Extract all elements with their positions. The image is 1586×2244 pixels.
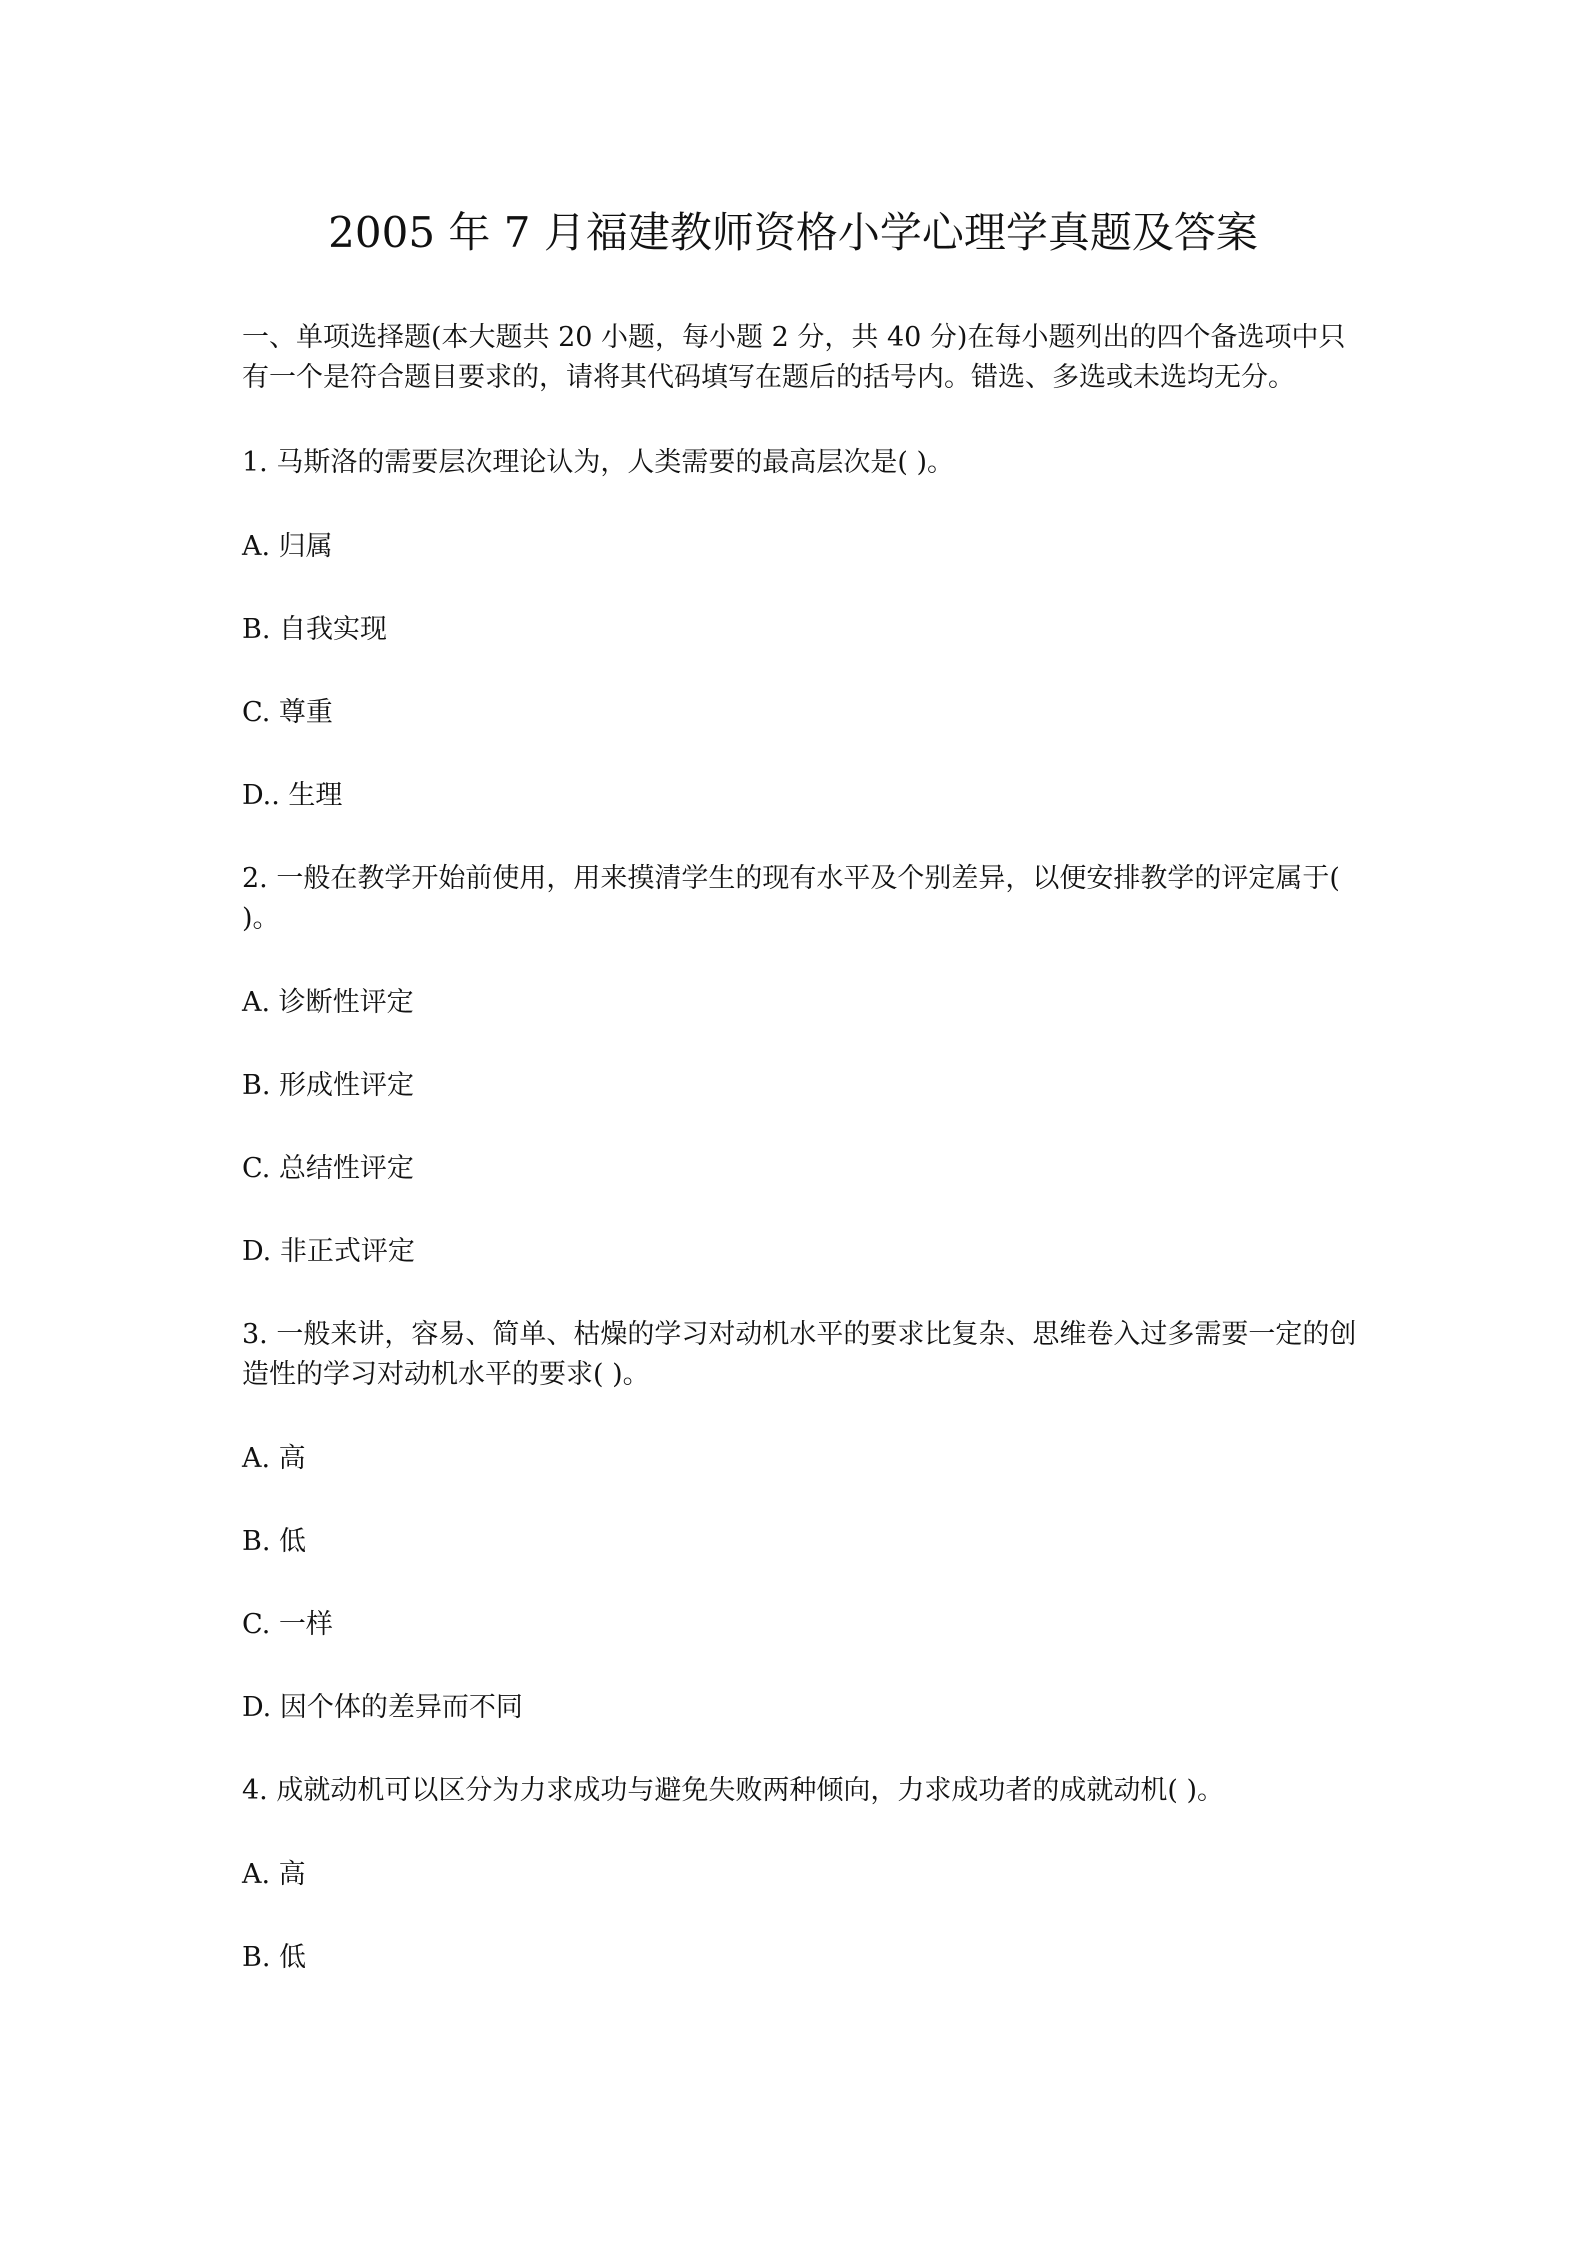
question-stem: 3. 一般来讲，容易、简单、枯燥的学习对动机水平的要求比复杂、思维卷入过多需要一定的创造性的学习对动机水平的要求( )。 [242, 1319, 1357, 1390]
answer-option: C. 一样 [242, 1609, 333, 1640]
answer-option: C. 总结性评定 [242, 1153, 414, 1184]
section-instructions: 一、单项选择题(本大题共 20 小题，每小题 2 分，共 40 分)在每小题列出的四个备选项中只有一个是符合题目要求的，请将其代码填写在题后的括号内。错选、多选或未选均无分。 [242, 322, 1346, 393]
answer-option: D. 非正式评定 [242, 1236, 415, 1267]
answer-option: A. 高 [242, 1443, 306, 1474]
answer-option: A. 归属 [242, 531, 333, 562]
answer-option: D. 因个体的差异而不同 [242, 1692, 523, 1723]
question-stem: 4. 成就动机可以区分为力求成功与避免失败两种倾向，力求成功者的成就动机( )。 [242, 1775, 1224, 1806]
answer-option: C. 尊重 [242, 697, 333, 728]
answer-option: B. 低 [242, 1526, 307, 1557]
answer-option: A. 诊断性评定 [242, 987, 414, 1018]
answer-option: B. 低 [242, 1942, 307, 1973]
question-stem: 2. 一般在教学开始前使用，用来摸清学生的现有水平及个别差异，以便安排教学的评定属于( )。 [242, 863, 1340, 934]
answer-option: A. 高 [242, 1859, 306, 1890]
answer-option: B. 自我实现 [242, 614, 388, 645]
question-stem: 1. 马斯洛的需要层次理论认为，人类需要的最高层次是( )。 [242, 447, 954, 478]
document-body [242, 318, 1362, 2021]
answer-option: B. 形成性评定 [242, 1070, 415, 1101]
answer-option: D.. 生理 [242, 780, 343, 811]
document-title: 2005 年 7 月福建教师资格小学心理学真题及答案 [328, 208, 1258, 257]
